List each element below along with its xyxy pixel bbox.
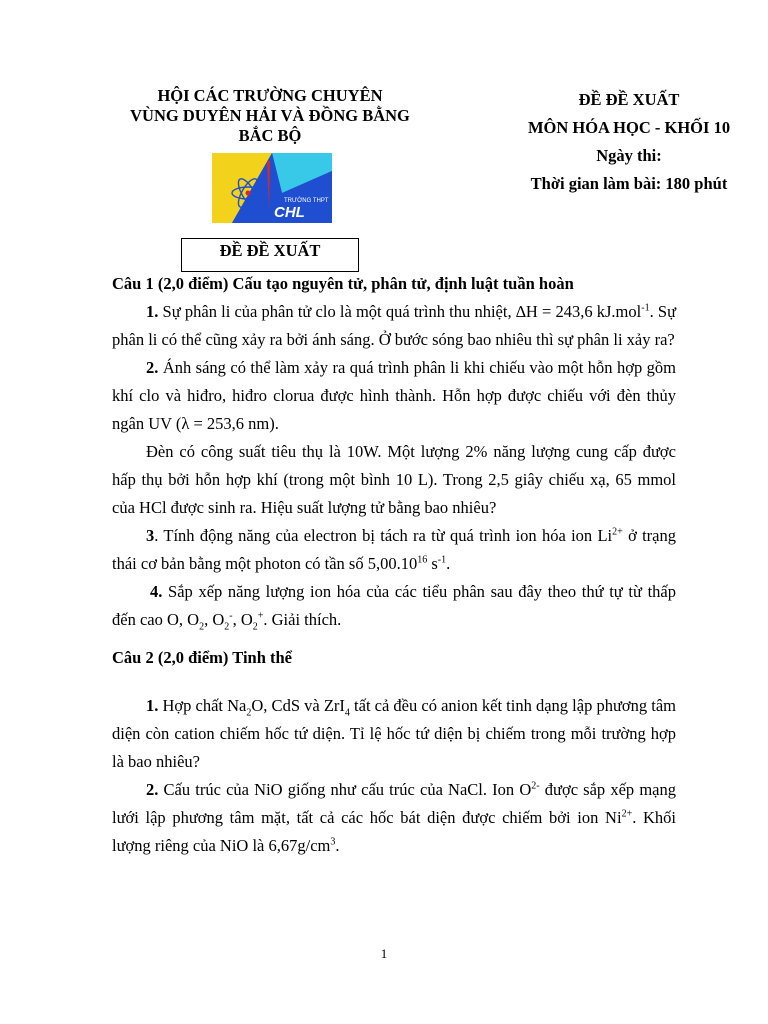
q2-p1-number: 1. <box>146 696 159 715</box>
text-run: Cấu trúc của NiO giống như cấu trúc của NaCl. Ion O <box>158 780 532 799</box>
subscript: 2 <box>224 621 230 633</box>
q1-p1-number: 1. <box>146 302 159 321</box>
subscript: 4 <box>344 707 350 719</box>
q2-paragraph-1 <box>112 692 676 776</box>
text-run: . Sự phân li có thể cũng xảy ra bởi ánh sáng. Ở bước sóng bao nhiêu thì sự phân li xảy ra? <box>112 302 677 349</box>
logo-sub-text: TRƯỜNG THPT <box>284 198 329 204</box>
subscript: 2 <box>246 707 252 719</box>
proposed-exam-box: ĐỀ ĐỀ XUẤT <box>181 238 359 272</box>
text-run: được sắp xếp mạng lưới lập phương tâm mặt, tất cả các hốc bát diện được chiếm bởi ion Ni <box>112 780 676 827</box>
text-run: ở trạng thái cơ bản bằng một photon có tần số 5,00.10 <box>112 526 676 573</box>
text-run: . Tính động năng của electron bị tách ra từ quá trình ion hóa ion Li <box>154 526 613 545</box>
text-run: Sự phân li của phân tử clo là một quá trình thu nhiệt, ∆H = 243,6 kJ.mol <box>158 302 642 321</box>
q2-paragraph-2 <box>112 776 676 860</box>
header-right-line3: Ngày thi: <box>596 146 662 165</box>
q1-p3-number: 3 <box>146 526 155 545</box>
text-run: , O <box>232 610 253 629</box>
q1-p4-number: 4. <box>150 582 163 601</box>
subscript: 2 <box>252 621 258 633</box>
text-run: . Khối lượng riêng của NiO là 6,67g/cm <box>112 808 676 855</box>
superscript: 3 <box>330 836 336 848</box>
text-run: O, CdS và ZrI <box>251 696 345 715</box>
logo-text: CHL <box>274 204 305 221</box>
q1-paragraph-2 <box>112 354 676 438</box>
school-logo <box>212 153 332 223</box>
superscript: + <box>257 610 264 622</box>
question-2-title: Câu 2 (2,0 điểm) Tinh thể <box>112 648 293 667</box>
text-run: Hợp chất Na <box>158 696 247 715</box>
superscript: 2- <box>531 780 540 792</box>
header-right <box>498 86 760 198</box>
q1-p2-number: 2. <box>146 358 159 377</box>
text-run: . Giải thích. <box>263 610 342 629</box>
text-run: Sắp xếp năng lượng ion hóa của các tiểu phân sau đây theo thứ tự từ thấp đến cao O, O <box>112 582 676 629</box>
q1-paragraph-2b: Đèn có công suất tiêu thụ là 10W. Một lượng 2% năng lượng cung cấp được hấp thụ bởi hỗn hợp khí (trong một bình 10 L). Trong 2,5 giây chiếu xạ, 65 mmol của HCl được sinh ra. Hiệu suất lượng tử bằng bao nhiêu? <box>112 442 676 517</box>
superscript: 2+ <box>612 526 623 538</box>
superscript: 16 <box>417 554 428 566</box>
superscript: -1 <box>641 302 650 314</box>
text-run: tất cả đều có anion kết tinh dạng lập phương tâm diện còn cation chiếm hốc tứ diện. Tỉ lệ hốc tứ diện bị chiếm trong mỗi trường hợp là bao nhiêu? <box>112 696 676 771</box>
text-run: . <box>335 836 340 855</box>
q2-p2-number: 2. <box>146 780 159 799</box>
header-right-line4: Thời gian làm bài: 180 phút <box>530 174 728 193</box>
superscript: -1 <box>437 554 447 566</box>
text-run: , O <box>204 610 225 629</box>
header-right-line1: ĐỀ ĐỀ XUẤT <box>578 90 680 109</box>
text-run: Ánh sáng có thể làm xảy ra quá trình phân li khi chiếu vào một hỗn hợp gồm khí clo và hiđro, hiđro clorua được hình thành. Hỗn hợp được chiếu với đèn thủy ngân UV (λ = 253,6 nm). <box>112 358 676 433</box>
header-left-line3: BẮC BỘ <box>238 126 302 145</box>
document-body <box>112 270 676 860</box>
q1-paragraph-3 <box>112 522 676 578</box>
text-run: s <box>427 554 438 573</box>
superscript: - <box>229 610 233 622</box>
subscript: 2 <box>199 621 205 633</box>
header-right-line2: MÔN HÓA HỌC - KHỐI 10 <box>527 118 731 137</box>
question-1-title: Câu 1 (2,0 điểm) Cấu tạo nguyên tử, phân tử, định luật tuần hoàn <box>112 274 574 293</box>
superscript: 2+ <box>621 808 633 820</box>
header-left <box>100 86 440 146</box>
q1-paragraph-1 <box>112 298 676 354</box>
text-run: . <box>446 554 451 573</box>
header-left-line1: HỘI CÁC TRƯỜNG CHUYÊN <box>157 86 383 105</box>
page-number: 1 <box>380 946 388 961</box>
q1-paragraph-4 <box>112 578 676 634</box>
header-left-line2: VÙNG DUYÊN HẢI VÀ ĐỒNG BẰNG <box>130 106 410 125</box>
